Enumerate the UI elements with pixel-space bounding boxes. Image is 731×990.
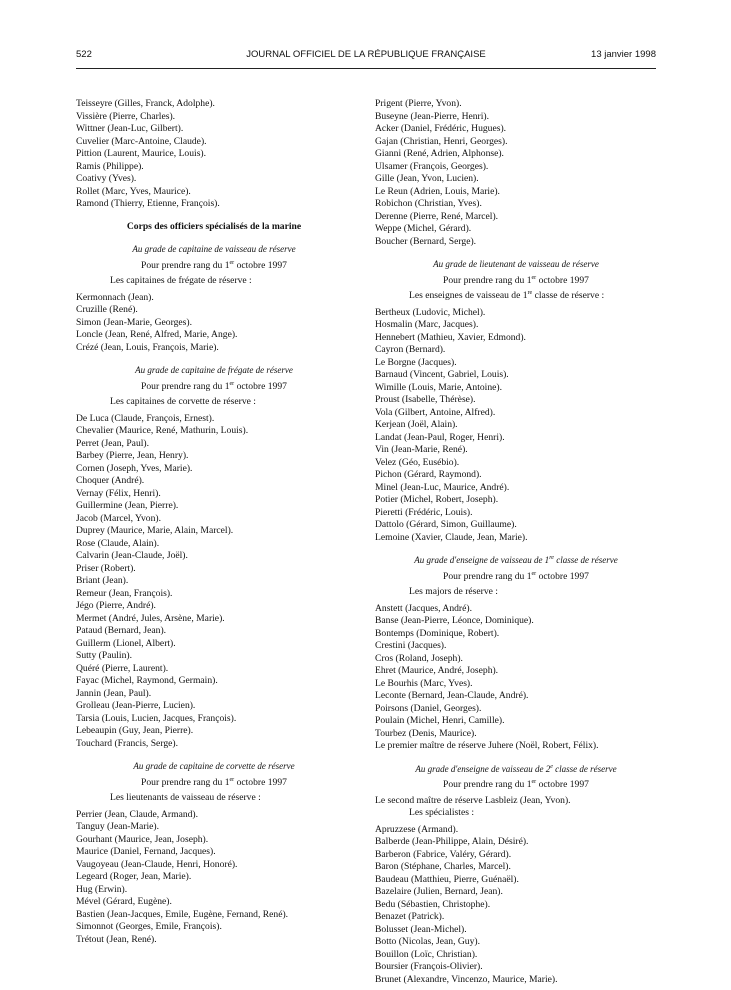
rank-date: Pour prendre rang du 1er octobre 1997 — [141, 776, 287, 788]
name-entry: Bazelaire (Julien, Bernard, Jean). — [375, 886, 503, 897]
name-entry: Simon (Jean-Marie, Georges). — [76, 316, 192, 328]
name-entry: Potier (Michel, Robert, Joseph). — [375, 494, 499, 505]
name-entry: Wimille (Louis, Marie, Antoine). — [375, 381, 502, 393]
name-entry: Le Bourhis (Marc, Yves). — [375, 677, 473, 689]
name-entry: Rollet (Marc, Yves, Maurice). — [76, 185, 191, 197]
name-entry: Bastien (Jean-Jacques, Emile, Eugène, Fernand, René). — [76, 908, 289, 920]
name-entry: Mével (Gérard, Eugène). — [76, 896, 172, 907]
name-entry: Bedu (Sébastien, Christophe). — [375, 898, 491, 910]
journal-title: JOURNAL OFFICIEL DE LA RÉPUBLIQUE FRANÇAISE — [246, 49, 486, 60]
list-intro: Les majors de réserve : — [409, 586, 498, 597]
name-entry: Vernay (Félix, Henri). — [76, 487, 161, 499]
name-entry: Maurice (Daniel, Fernand, Jacques). — [76, 846, 216, 857]
name-entry: Kermonnach (Jean). — [76, 291, 154, 303]
name-entry: Cuvelier (Marc-Antoine, Claude). — [76, 135, 207, 147]
name-entry: Prigent (Pierre, Yvon). — [375, 98, 462, 109]
rank-date: Pour prendre rang du 1er octobre 1997 — [443, 570, 589, 582]
name-entry: Landat (Jean-Paul, Roger, Henri). — [375, 431, 505, 443]
name-entry: Gille (Jean, Yvon, Lucien). — [375, 173, 479, 184]
name-entry: Balberde (Jean-Philippe, Alain, Désiré). — [375, 836, 529, 847]
name-entry: Lebeaupin (Guy, Jean, Pierre). — [76, 725, 194, 736]
name-entry: Jacob (Marcel, Yvon). — [76, 512, 161, 524]
name-entry: Wittner (Jean-Luc, Gilbert). — [76, 123, 184, 134]
name-entry: Brunet (Alexandre, Vincenzo, Maurice, Marie). — [375, 973, 558, 985]
name-entry: Poulain (Michel, Henri, Camille). — [375, 715, 505, 726]
name-entry: Buseyne (Jean-Pierre, Henri). — [375, 110, 490, 122]
name-entry: Le Reun (Adrien, Louis, Marie). — [375, 185, 500, 197]
name-entry: Gajan (Christian, Henri, Georges). — [375, 135, 508, 147]
name-list — [375, 603, 657, 753]
name-entry: Touchard (Francis, Serge). — [76, 737, 178, 749]
name-entry: Lemoine (Xavier, Claude, Jean, Marie). — [375, 531, 528, 543]
name-entry: Proust (Isabelle, Thérèse). — [375, 394, 476, 405]
name-entry: Jégo (Pierre, André). — [76, 600, 156, 611]
name-entry: Hug (Erwin). — [76, 883, 128, 895]
name-entry: Hennebert (Mathieu, Xavier, Edmond). — [375, 331, 526, 343]
name-entry: Bertheux (Ludovic, Michel). — [375, 306, 486, 318]
name-list — [375, 307, 657, 545]
name-entry: Ulsamer (François, Georges). — [375, 160, 489, 172]
name-entry: Choquer (André). — [76, 475, 145, 486]
name-entry: Dattolo (Gérard, Simon, Guillaume). — [375, 519, 517, 530]
name-entry: Perrier (Jean, Claude, Armand). — [76, 808, 199, 820]
list-intro: Les enseignes de vaisseau de 1re classe de réserve : — [409, 290, 605, 301]
name-entry: Benazet (Patrick). — [375, 911, 445, 922]
name-entry: Vaugoyeau (Jean-Claude, Henri, Honoré). — [76, 858, 238, 870]
name-entry: Poirsons (Daniel, Georges). — [375, 702, 482, 714]
list-intro: Les spécialistes : — [409, 807, 475, 818]
name-entry: Teisseyre (Gilles, Franck, Adolphe). — [76, 98, 215, 109]
name-entry: Gourhant (Maurice, Jean, Joseph). — [76, 833, 209, 845]
name-entry: Coativy (Yves). — [76, 173, 137, 184]
name-entry: Pittion (Laurent, Maurice, Louis). — [76, 148, 207, 159]
name-entry: Crézé (Jean, Louis, François, Marie). — [76, 341, 219, 353]
grade-heading: Au grade de capitaine de frégate de réserve — [135, 365, 293, 375]
name-entry: Vin (Jean-Marie, René). — [375, 444, 468, 455]
name-entry: Ramis (Philippe). — [76, 160, 144, 172]
name-entry: Baudeau (Matthieu, Pierre, Guénaël). — [375, 873, 519, 885]
name-list — [76, 98, 352, 211]
grade-heading: Au grade de capitaine de corvette de réserve — [133, 761, 295, 771]
name-entry: Velez (Géo, Eusébio). — [375, 456, 460, 468]
name-list — [76, 292, 352, 355]
rank-date: Pour prendre rang du 1er octobre 1997 — [443, 274, 589, 286]
name-entry: Kerjean (Joël, Alain). — [375, 419, 458, 430]
name-entry: Botto (Nicolas, Jean, Guy). — [375, 936, 480, 947]
header-rule — [76, 68, 656, 69]
name-entry: Barbey (Pierre, Jean, Henry). — [76, 450, 189, 461]
name-entry: Simonnot (Georges, Emile, François). — [76, 921, 222, 932]
name-entry: Crestini (Jacques). — [375, 640, 447, 651]
page-number: 522 — [76, 49, 92, 60]
name-entry: Gianni (René, Adrien, Alphonse). — [375, 148, 504, 159]
list-intro: Les lieutenants de vaisseau de réserve : — [110, 792, 261, 803]
name-entry: Pieretti (Frédéric, Louis). — [375, 506, 473, 518]
name-entry: Fayac (Michel, Raymond, Germain). — [76, 675, 218, 686]
left-column — [76, 98, 352, 946]
list-intro: Les capitaines de corvette de réserve : — [110, 396, 256, 407]
name-entry: Priser (Robert). — [76, 562, 136, 574]
name-entry: Tarsia (Louis, Lucien, Jacques, François). — [76, 712, 237, 724]
name-entry: Apruzzese (Armand). — [375, 823, 459, 835]
name-entry: Cruzille (René). — [76, 304, 138, 315]
name-entry: Boursier (François-Olivier). — [375, 961, 483, 972]
name-list — [76, 809, 352, 947]
name-entry: Tourbez (Denis, Maurice). — [375, 727, 477, 739]
name-entry: Quéré (Pierre, Laurent). — [76, 662, 169, 674]
rank-date: Pour prendre rang du 1er octobre 1997 — [141, 380, 287, 392]
name-entry: Vissière (Pierre, Charles). — [76, 110, 176, 122]
name-entry: Rose (Claude, Alain). — [76, 537, 160, 549]
name-entry: Baron (Stéphane, Charles, Marcel). — [375, 861, 511, 872]
grade-heading: Au grade d'enseigne de vaisseau de 1re classe de réserve — [414, 555, 618, 565]
issue-date: 13 janvier 1998 — [591, 49, 656, 60]
name-entry: Cros (Roland, Joseph). — [375, 652, 463, 664]
grade-heading: Au grade de capitaine de vaisseau de réserve — [132, 244, 296, 254]
name-entry: Sutty (Paulin). — [76, 650, 132, 661]
list-intro: Les capitaines de frégate de réserve : — [110, 275, 252, 286]
name-entry: Legeard (Roger, Jean, Marie). — [76, 871, 192, 882]
name-entry: Ehret (Maurice, André, Joseph). — [375, 665, 499, 676]
name-entry: Acker (Daniel, Frédéric, Hugues). — [375, 123, 507, 134]
page-header — [76, 49, 656, 65]
name-entry: Tanguy (Jean-Marie). — [76, 821, 159, 832]
name-entry: Robichon (Christian, Yves). — [375, 198, 482, 209]
name-entry: Bouillon (Loïc, Christian). — [375, 948, 478, 960]
name-entry: Le Borgne (Jacques). — [375, 356, 457, 368]
name-entry: Cayron (Bernard). — [375, 344, 446, 355]
name-entry: Anstett (Jacques, André). — [375, 602, 472, 614]
name-entry: Pichon (Gérard, Raymond). — [375, 469, 482, 480]
name-entry: Jannin (Jean, Paul). — [76, 687, 152, 699]
name-entry: Perret (Jean, Paul). — [76, 437, 149, 449]
name-entry: Bolusset (Jean-Michel). — [375, 923, 467, 935]
second-maitre-line: Le second maître de réserve Lasbleiz (Jean, Yvon). — [375, 794, 571, 806]
rank-date: Pour prendre rang du 1er octobre 1997 — [141, 259, 287, 271]
rank-date: Pour prendre rang du 1er octobre 1997 — [443, 779, 589, 790]
name-entry: Trétout (Jean, René). — [76, 933, 157, 945]
name-entry: Vola (Gilbert, Antoine, Alfred). — [375, 406, 496, 418]
name-entry: Barberon (Fabrice, Valéry, Gérard). — [375, 848, 512, 860]
name-entry: Calvarin (Jean-Claude, Joël). — [76, 550, 188, 561]
name-entry: Bontemps (Dominique, Robert). — [375, 627, 500, 639]
name-entry: Barnaud (Vincent, Gabriel, Louis). — [375, 369, 509, 380]
grade-heading: Au grade d'enseigne de vaisseau de 2e classe de réserve — [415, 763, 617, 774]
name-entry: Boucher (Bernard, Serge). — [375, 235, 477, 247]
name-entry: Hosmalin (Marc, Jacques). — [375, 319, 479, 330]
name-entry: Pataud (Bernard, Jean). — [76, 625, 167, 636]
name-entry: Ramond (Thierry, Etienne, François). — [76, 198, 220, 209]
name-entry: Le premier maître de réserve Juhere (Noël, Robert, Félix). — [375, 740, 599, 751]
name-list — [76, 413, 352, 751]
name-entry: Grolleau (Jean-Pierre, Lucien). — [76, 700, 196, 711]
name-entry: Cornen (Joseph, Yves, Marie). — [76, 462, 193, 474]
name-entry: Chevalier (Maurice, René, Mathurin, Louis). — [76, 425, 249, 436]
name-entry: Leconte (Bernard, Jean-Claude, André). — [375, 690, 529, 701]
name-entry: Guillerm (Lionel, Albert). — [76, 637, 176, 649]
name-entry: Loncle (Jean, René, Alfred, Marie, Ange). — [76, 329, 238, 340]
name-entry: Guillermine (Jean, Pierre). — [76, 500, 179, 511]
name-list — [375, 824, 657, 987]
name-entry: Derenne (Pierre, René, Marcel). — [375, 210, 499, 222]
right-column — [375, 98, 657, 986]
name-entry: Weppe (Michel, Gérard). — [375, 223, 472, 234]
name-entry: De Luca (Claude, François, Ernest). — [76, 412, 215, 424]
name-entry: Minel (Jean-Luc, Maurice, André). — [375, 481, 510, 493]
name-entry: Banse (Jean-Pierre, Léonce, Dominique). — [375, 615, 534, 626]
name-list — [375, 98, 657, 248]
section-title: Corps des officiers spécialisés de la marine — [126, 220, 302, 232]
name-entry: Mermet (André, Jules, Arsène, Marie). — [76, 612, 225, 624]
name-entry: Briant (Jean). — [76, 575, 129, 586]
grade-heading: Au grade de lieutenant de vaisseau de réserve — [433, 259, 599, 269]
name-entry: Duprey (Maurice, Marie, Alain, Marcel). — [76, 525, 234, 536]
name-entry: Remeur (Jean, François). — [76, 587, 173, 599]
